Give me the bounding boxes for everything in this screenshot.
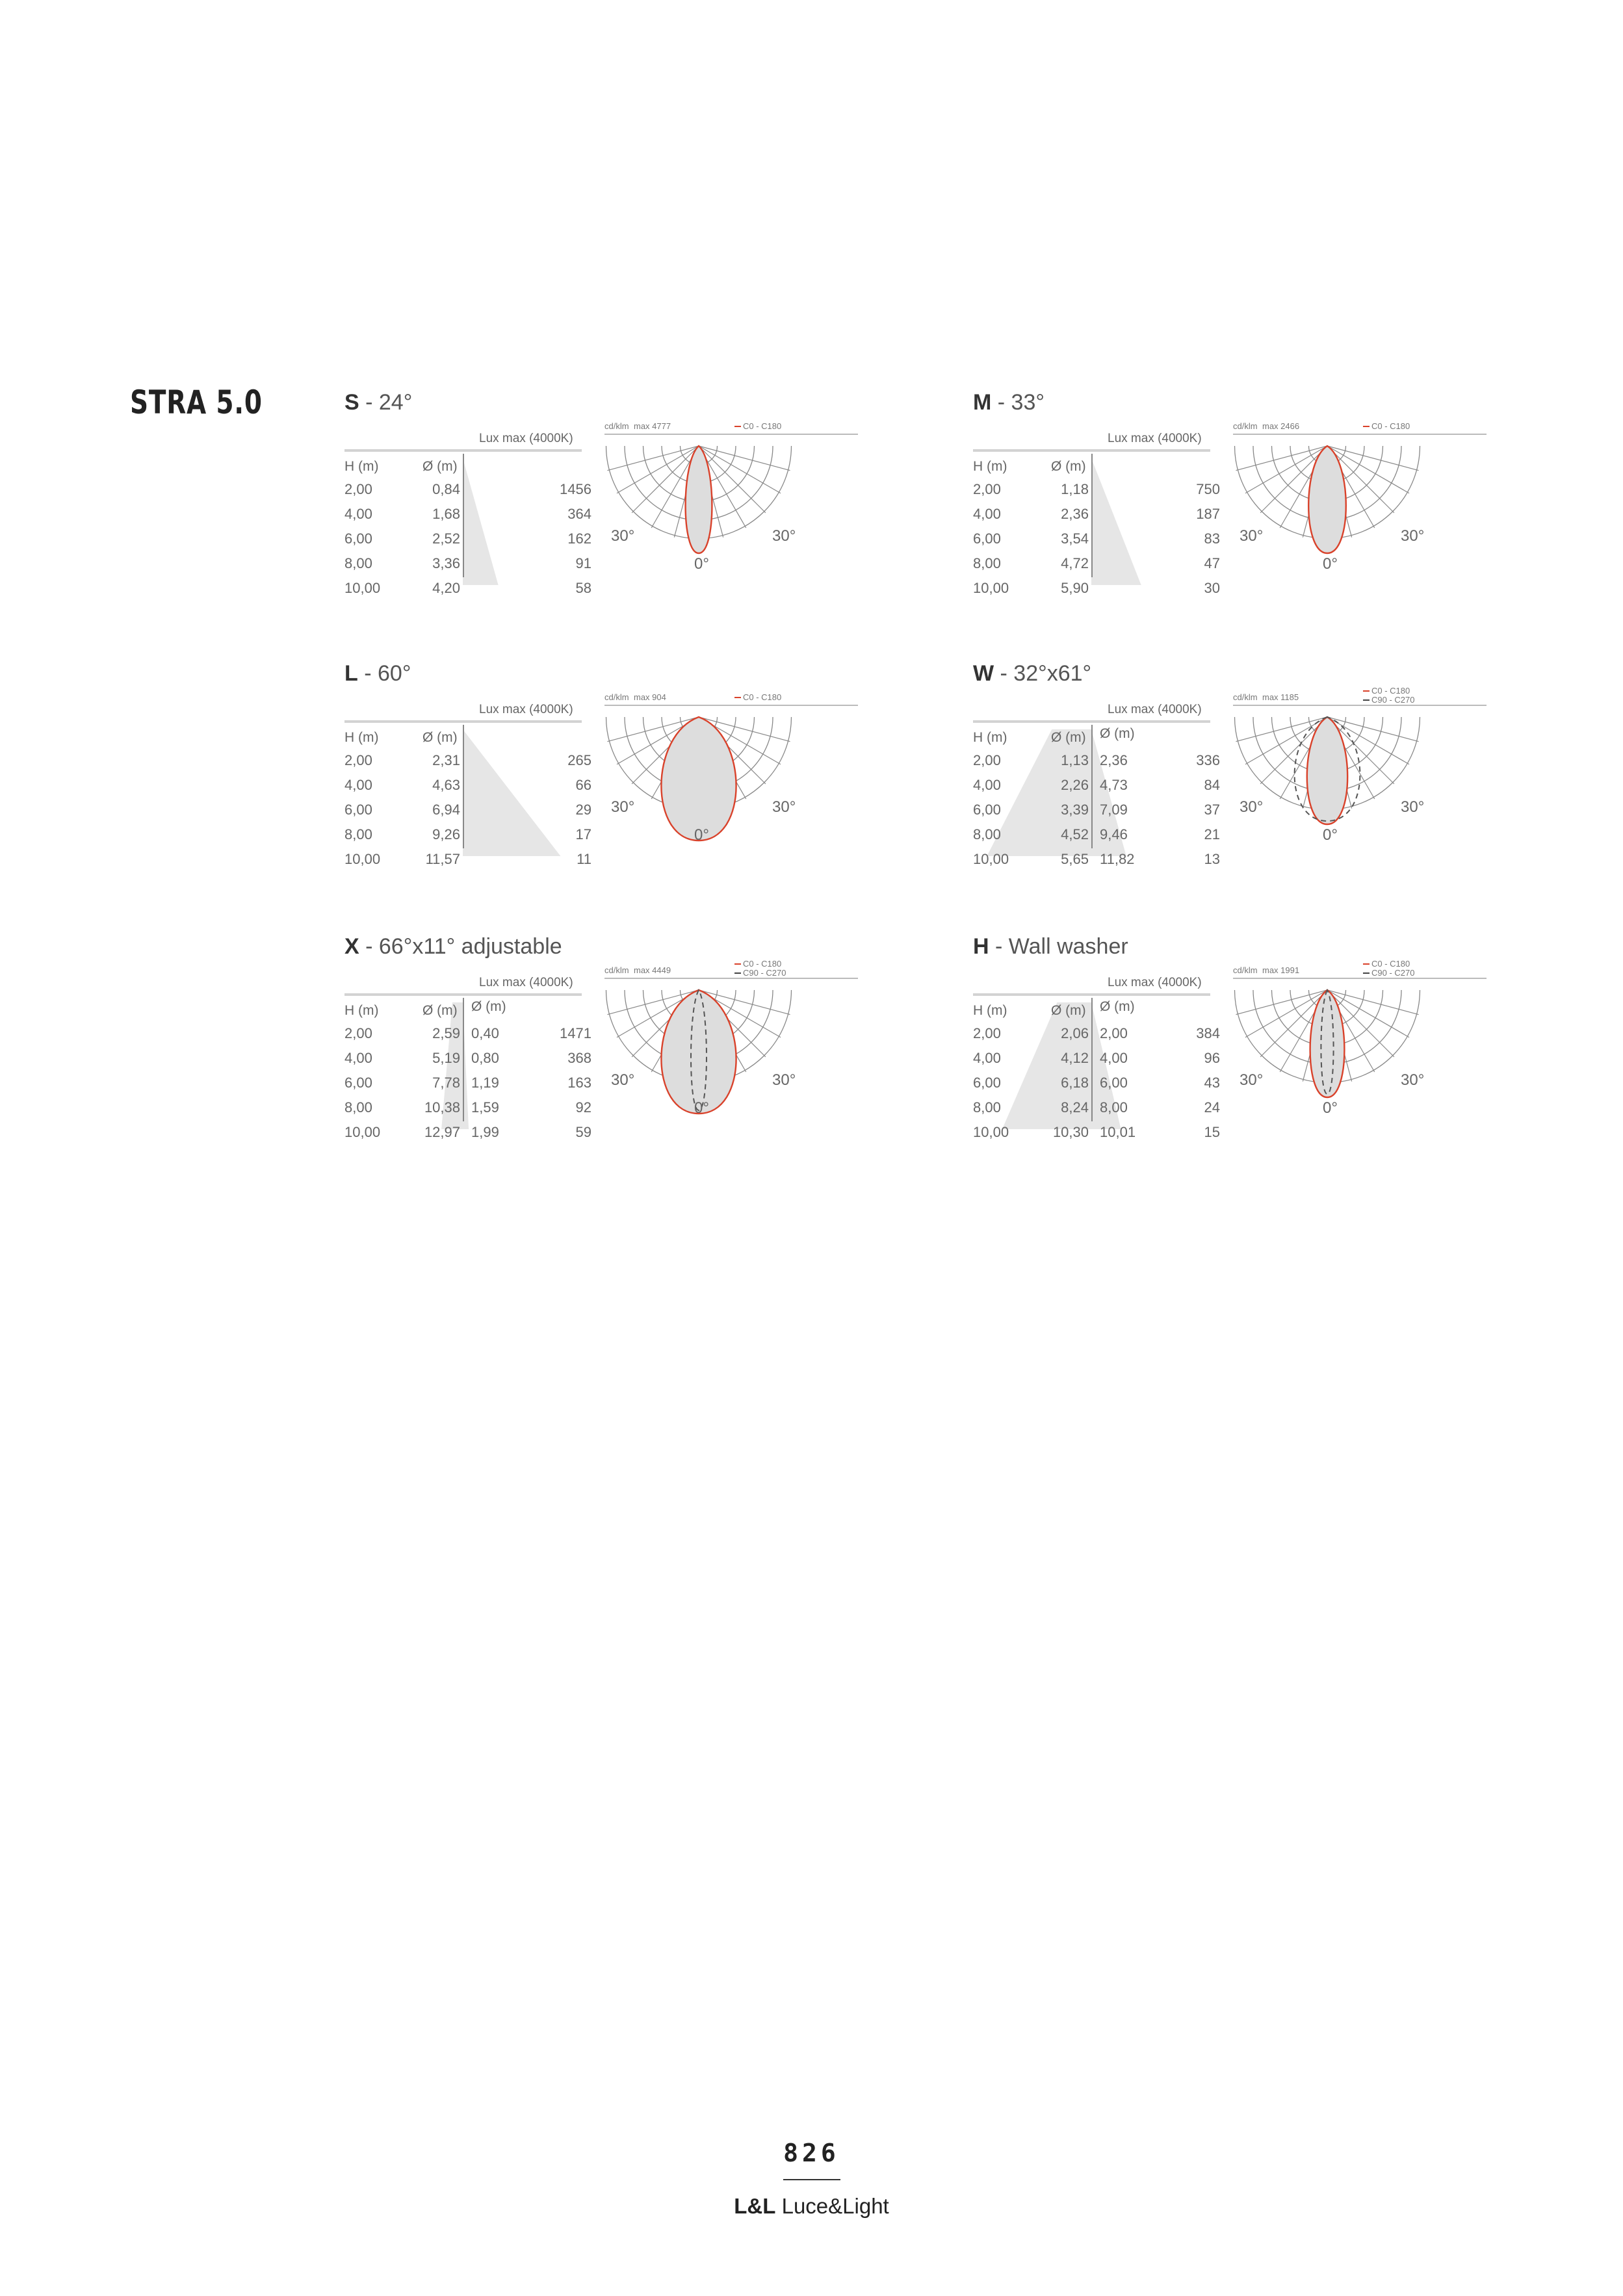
lux-value: 59 xyxy=(575,1124,591,1140)
height-value: 10,00 xyxy=(973,1124,1009,1140)
height-value: 8,00 xyxy=(344,826,372,842)
beam-description: - Wall washer xyxy=(989,934,1128,959)
diameter-value-2: 11,82 xyxy=(1100,851,1135,867)
lux-value: 24 xyxy=(1204,1099,1220,1115)
angle-0-label: 0° xyxy=(1323,555,1338,573)
beam-description: - 24° xyxy=(359,390,413,415)
max-intensity-label: max 1991 xyxy=(1262,965,1300,975)
diameter-value: 7,78 xyxy=(432,1075,460,1091)
max-intensity-label: max 1185 xyxy=(1262,692,1299,702)
cd-klm-label: cd/klm xyxy=(604,965,629,975)
legend-label: C0 - C180 xyxy=(1371,959,1410,969)
beam-letter: S xyxy=(344,390,359,415)
cd-klm-label: cd/klm xyxy=(1233,421,1258,431)
max-intensity-label: max 2466 xyxy=(1262,421,1300,431)
height-value: 4,00 xyxy=(973,1050,1001,1066)
lux-value: 58 xyxy=(575,580,591,596)
angle-30-left: 30° xyxy=(611,798,635,816)
lux-max-label: Lux max (4000K) xyxy=(479,432,573,445)
beam-letter: W xyxy=(973,661,994,686)
diameter-value: 4,20 xyxy=(432,580,460,596)
diameter-column-header: Ø (m) xyxy=(1051,459,1086,474)
angle-30-right: 30° xyxy=(1401,798,1425,816)
spread-triangle xyxy=(1091,458,1141,585)
beam-spread-shading xyxy=(344,661,604,863)
height-column-header: H (m) xyxy=(344,459,379,474)
lux-value: 163 xyxy=(567,1075,591,1091)
diameter-column-header: Ø (m) xyxy=(1051,1003,1086,1018)
diameter-value: 3,39 xyxy=(1061,802,1089,818)
diameter-value: 4,63 xyxy=(432,777,460,793)
beam-description: - 60° xyxy=(357,661,411,686)
diameter-column-header: Ø (m) xyxy=(422,1003,458,1018)
height-value: 10,00 xyxy=(344,1124,381,1140)
lux-value: 92 xyxy=(575,1099,591,1115)
angle-30-right: 30° xyxy=(772,798,796,816)
angle-30-left: 30° xyxy=(611,527,635,545)
lux-max-label: Lux max (4000K) xyxy=(479,703,573,716)
height-value: 2,00 xyxy=(973,1025,1001,1041)
diameter-value: 4,72 xyxy=(1061,555,1089,571)
lux-value: 15 xyxy=(1204,1124,1220,1140)
table-divider xyxy=(1091,454,1093,577)
cd-klm-label: cd/klm xyxy=(604,421,629,431)
polar-diagram xyxy=(604,694,858,856)
legend-label: C0 - C180 xyxy=(743,692,782,702)
beam-description: - 32°x61° xyxy=(994,661,1092,686)
polar-diagram xyxy=(1233,686,1487,856)
diameter-value-2: 0,80 xyxy=(471,1050,499,1066)
angle-0-label: 0° xyxy=(694,1099,709,1117)
angle-30-left: 30° xyxy=(1240,1071,1264,1089)
height-value: 6,00 xyxy=(344,802,372,818)
height-value: 4,00 xyxy=(344,1050,372,1066)
table-divider xyxy=(1091,725,1093,848)
height-value: 10,00 xyxy=(344,580,381,596)
lux-max-label: Lux max (4000K) xyxy=(479,976,573,989)
lux-value: 29 xyxy=(575,802,591,818)
height-value: 2,00 xyxy=(344,481,372,497)
beam-letter: L xyxy=(344,661,358,686)
height-column-header: H (m) xyxy=(344,1003,379,1018)
table-divider xyxy=(463,998,464,1121)
height-value: 8,00 xyxy=(344,555,372,571)
lux-value: 1456 xyxy=(560,481,591,497)
diameter-value-2: 4,73 xyxy=(1100,777,1128,793)
beam-description: - 66°x11° adjustable xyxy=(359,934,562,959)
lux-value: 162 xyxy=(567,530,591,547)
height-column-header: H (m) xyxy=(973,459,1007,474)
height-value: 8,00 xyxy=(973,826,1001,842)
diameter-value: 5,90 xyxy=(1061,580,1089,596)
legend-label: C0 - C180 xyxy=(1371,686,1410,696)
spread-triangle xyxy=(463,458,499,585)
height-value: 6,00 xyxy=(344,530,372,547)
lux-value: 47 xyxy=(1204,555,1220,571)
height-value: 2,00 xyxy=(344,752,372,768)
lux-value: 43 xyxy=(1204,1075,1220,1091)
page-number: 826 xyxy=(783,2139,840,2167)
legend-label: C90 - C270 xyxy=(743,968,786,978)
polar-diagram xyxy=(604,423,858,585)
table-divider xyxy=(463,454,464,577)
lux-value: 11 xyxy=(577,851,591,867)
brand-name xyxy=(0,2194,1623,2219)
photometric-block-m xyxy=(973,390,1487,596)
cd-klm-label: cd/klm xyxy=(1233,965,1258,975)
photometric-block-s xyxy=(344,390,858,596)
legend-label: C0 - C180 xyxy=(743,421,782,431)
legend-label: C90 - C270 xyxy=(1371,695,1415,705)
photometric-block-h xyxy=(973,934,1487,1140)
diameter-value: 6,18 xyxy=(1061,1075,1089,1091)
polar-diagram xyxy=(1233,423,1487,585)
lux-value: 384 xyxy=(1196,1025,1220,1041)
diameter-value-2: 0,40 xyxy=(471,1025,499,1041)
angle-0-label: 0° xyxy=(1323,1099,1338,1117)
diameter-value: 1,18 xyxy=(1061,481,1089,497)
height-column-header: H (m) xyxy=(973,730,1007,745)
table-divider xyxy=(1091,998,1093,1121)
lux-value: 1471 xyxy=(560,1025,591,1041)
angle-30-left: 30° xyxy=(611,1071,635,1089)
diameter-column-header-2: Ø (m) xyxy=(1100,999,1135,1014)
max-intensity-label: max 4777 xyxy=(634,421,671,431)
lux-value: 91 xyxy=(575,555,591,571)
diameter-value: 10,30 xyxy=(1052,1124,1089,1140)
height-value: 6,00 xyxy=(344,1075,372,1091)
brand-rest: Luce&Light xyxy=(775,2194,889,2218)
diameter-value: 1,68 xyxy=(432,506,460,522)
diameter-value: 8,24 xyxy=(1061,1099,1089,1115)
diameter-value: 9,26 xyxy=(432,826,460,842)
height-value: 10,00 xyxy=(344,851,381,867)
height-value: 8,00 xyxy=(344,1099,372,1115)
diameter-value: 0,84 xyxy=(432,481,460,497)
legend-label: C0 - C180 xyxy=(743,959,782,969)
diameter-value: 3,36 xyxy=(432,555,460,571)
diameter-value: 5,65 xyxy=(1061,851,1089,867)
beam-letter: H xyxy=(973,934,989,959)
diameter-value: 3,54 xyxy=(1061,530,1089,547)
height-value: 10,00 xyxy=(973,580,1009,596)
height-column-header: H (m) xyxy=(973,1003,1007,1018)
lux-value: 368 xyxy=(567,1050,591,1066)
lux-value: 17 xyxy=(575,826,591,842)
lux-value: 13 xyxy=(1204,851,1220,867)
diameter-value: 2,31 xyxy=(432,752,460,768)
diameter-value-2: 2,36 xyxy=(1100,752,1128,768)
table-divider xyxy=(463,725,464,848)
lux-value: 30 xyxy=(1204,580,1220,596)
cd-klm-label: cd/klm xyxy=(1233,692,1258,702)
product-title: STRA 5.0 xyxy=(130,384,263,421)
lux-value: 84 xyxy=(1204,777,1220,793)
spread-triangle xyxy=(463,729,560,856)
angle-30-left: 30° xyxy=(1240,527,1264,545)
lux-max-label: Lux max (4000K) xyxy=(1108,703,1202,716)
height-value: 2,00 xyxy=(973,481,1001,497)
lux-value: 66 xyxy=(575,777,591,793)
brand-bold: L&L xyxy=(734,2194,776,2218)
lux-value: 83 xyxy=(1204,530,1220,547)
footer-divider xyxy=(783,2179,840,2180)
lux-value: 96 xyxy=(1204,1050,1220,1066)
c0-c180-curve xyxy=(661,990,736,1114)
diameter-column-header: Ø (m) xyxy=(422,730,458,745)
diameter-column-header: Ø (m) xyxy=(1051,730,1086,745)
angle-30-right: 30° xyxy=(1401,527,1425,545)
lux-value: 37 xyxy=(1204,802,1220,818)
height-value: 8,00 xyxy=(973,555,1001,571)
diameter-value: 10,38 xyxy=(424,1099,460,1115)
beam-description: - 33° xyxy=(991,390,1045,415)
diameter-value-2: 1,19 xyxy=(471,1075,499,1091)
diameter-value: 12,97 xyxy=(424,1124,460,1140)
lux-value: 265 xyxy=(567,752,591,768)
max-intensity-label: max 4449 xyxy=(634,965,671,975)
height-column-header: H (m) xyxy=(344,730,379,745)
diameter-value-2: 4,00 xyxy=(1100,1050,1128,1066)
height-value: 4,00 xyxy=(973,777,1001,793)
diameter-value-2: 1,59 xyxy=(471,1099,499,1115)
diameter-column-header-2: Ø (m) xyxy=(471,999,506,1014)
diameter-value: 2,59 xyxy=(432,1025,460,1041)
polar-diagram xyxy=(1233,959,1487,1129)
diameter-column-header: Ø (m) xyxy=(422,459,458,474)
diameter-value: 1,13 xyxy=(1061,752,1089,768)
diameter-value-2: 8,00 xyxy=(1100,1099,1128,1115)
angle-30-right: 30° xyxy=(772,1071,796,1089)
c0-c180-curve xyxy=(661,717,736,841)
polar-diagram xyxy=(604,959,858,1129)
diameter-value: 2,36 xyxy=(1061,506,1089,522)
height-value: 4,00 xyxy=(344,777,372,793)
diameter-value-2: 10,01 xyxy=(1100,1124,1136,1140)
angle-0-label: 0° xyxy=(1323,826,1338,844)
height-value: 6,00 xyxy=(973,1075,1001,1091)
diameter-value-2: 7,09 xyxy=(1100,802,1128,818)
lux-max-label: Lux max (4000K) xyxy=(1108,432,1202,445)
photometric-block-x xyxy=(344,934,858,1140)
height-value: 4,00 xyxy=(973,506,1001,522)
height-value: 8,00 xyxy=(973,1099,1001,1115)
beam-letter: X xyxy=(344,934,359,959)
diameter-value: 4,52 xyxy=(1061,826,1089,842)
diameter-value-2: 1,99 xyxy=(471,1124,499,1140)
diameter-value-2: 2,00 xyxy=(1100,1025,1128,1041)
diameter-value-2: 6,00 xyxy=(1100,1075,1128,1091)
cd-klm-label: cd/klm xyxy=(604,692,629,702)
diameter-value: 4,12 xyxy=(1061,1050,1089,1066)
c0-c180-curve xyxy=(1310,990,1345,1097)
height-value: 2,00 xyxy=(973,752,1001,768)
angle-30-right: 30° xyxy=(1401,1071,1425,1089)
beam-letter: M xyxy=(973,390,992,415)
max-intensity-label: max 904 xyxy=(634,692,666,702)
angle-0-label: 0° xyxy=(694,555,709,573)
photometric-block-l xyxy=(344,661,858,867)
diameter-column-header-2: Ø (m) xyxy=(1100,726,1135,741)
height-value: 6,00 xyxy=(973,530,1001,547)
lux-value: 187 xyxy=(1196,506,1220,522)
angle-0-label: 0° xyxy=(694,826,709,844)
height-value: 10,00 xyxy=(973,851,1009,867)
lux-value: 364 xyxy=(567,506,591,522)
beam-spread-shading xyxy=(973,390,1233,592)
angle-30-right: 30° xyxy=(772,527,796,545)
photometric-block-w xyxy=(973,661,1487,867)
diameter-value-2: 9,46 xyxy=(1100,826,1128,842)
height-value: 2,00 xyxy=(344,1025,372,1041)
lux-value: 750 xyxy=(1196,481,1220,497)
diameter-value: 6,94 xyxy=(432,802,460,818)
height-value: 4,00 xyxy=(344,506,372,522)
lux-value: 336 xyxy=(1196,752,1220,768)
diameter-value: 2,26 xyxy=(1061,777,1089,793)
diameter-value: 5,19 xyxy=(432,1050,460,1066)
lux-value: 21 xyxy=(1204,826,1220,842)
c0-c180-curve xyxy=(1308,446,1346,553)
legend-label: C0 - C180 xyxy=(1371,421,1410,431)
lux-max-label: Lux max (4000K) xyxy=(1108,976,1202,989)
angle-30-left: 30° xyxy=(1240,798,1264,816)
height-value: 6,00 xyxy=(973,802,1001,818)
legend-label: C90 - C270 xyxy=(1371,968,1415,978)
c0-c180-curve xyxy=(1307,717,1347,824)
diameter-value: 2,06 xyxy=(1061,1025,1089,1041)
diameter-value: 2,52 xyxy=(432,530,460,547)
diameter-value: 11,57 xyxy=(425,851,460,867)
